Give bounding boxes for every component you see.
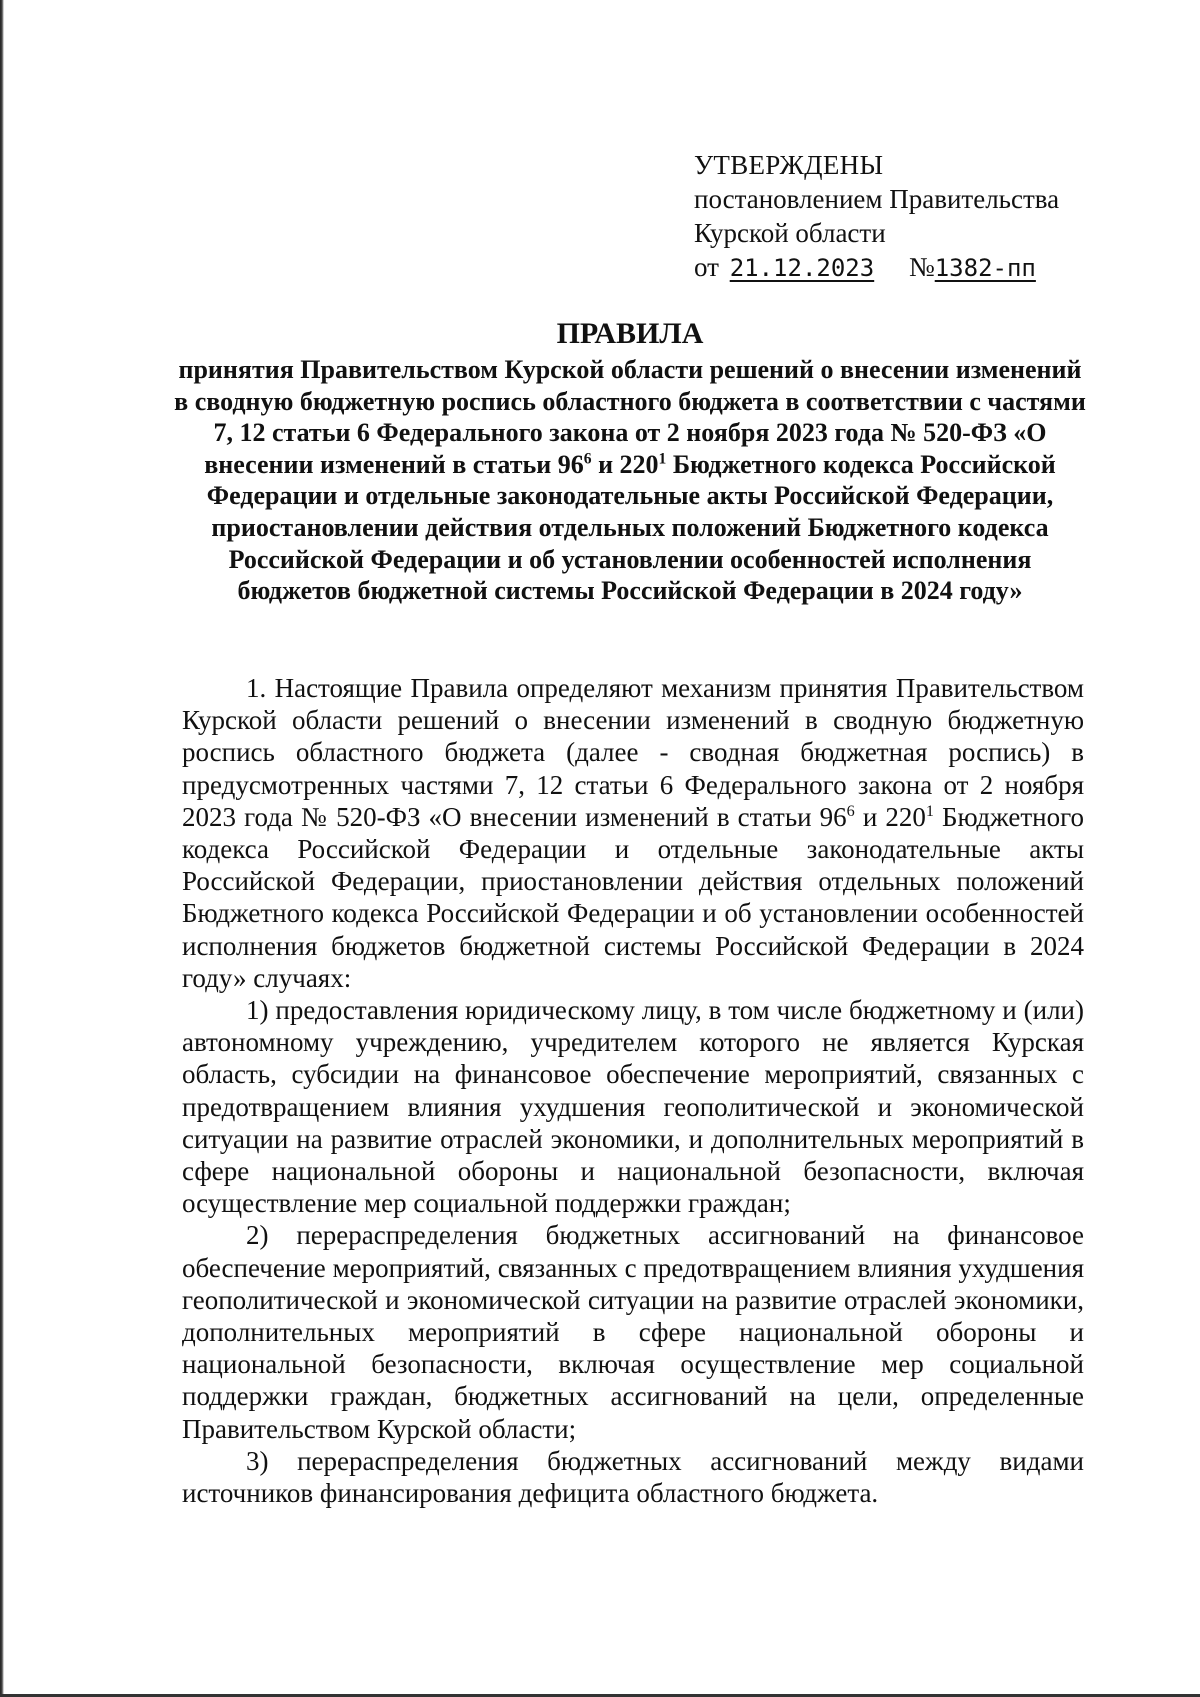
list-item-3: 3) перераспределения бюджетных ассигнований между видами источников финансирования дефицита областного бюджета. xyxy=(182,1445,1084,1509)
approval-stamp xyxy=(694,148,1114,285)
title-subtitle xyxy=(170,354,1090,607)
paragraph-1-part-a: 1. Настоящие Правила определяют механизм принятия Правительством Курской области решений о внесении изменений в сводную бюджетную роспись областного бюджета (далее - сводная бюджетная роспись) в предусмотренных частями 7, 12 статьи 6 Федерального закона от 2 ноября 2023 года № 520-ФЗ «О внесении изменений в статьи 96 xyxy=(182,673,1084,832)
date-prefix: от xyxy=(694,252,719,282)
list-item-1: 1) предоставления юридическому лицу, в том числе бюджетному и (или) автономному учреждению, учредителем которого не является Курская область, субсидии на финансовое обеспечение мероприятий, связанных с предотвращением влияния ухудшения геополитической и экономической ситуации на развитие отраслей экономики, и дополнительных мероприятий в сфере национальной обороны и национальной безопасности, включая осуществление мер социальной поддержки граждан; xyxy=(182,995,1084,1219)
document-title xyxy=(170,316,1090,607)
list-item-2: 2) перераспределения бюджетных ассигнований на финансовое обеспечение мероприятий, связанных с предотвращением влияния ухудшения геополитической и экономической ситуации на развитие отраслей экономики, дополнительных мероприятий в сфере национальной обороны и национальной безопасности, включая осуществление мер социальной поддержки граждан, бюджетных ассигнований на цели, определенные Правительством Курской области; xyxy=(182,1220,1084,1444)
number-label: № xyxy=(908,252,935,282)
approval-date-line xyxy=(694,250,1114,285)
subtitle-sup-b: 1 xyxy=(658,450,667,468)
paragraph-1 xyxy=(182,672,1084,994)
subtitle-part-b: и 220 xyxy=(591,449,659,479)
document-body xyxy=(182,672,1084,1509)
scan-edge-left xyxy=(0,0,4,1697)
number-value: 1382-пп xyxy=(934,254,1036,282)
subtitle-part-a: принятия Правительством Курской области решений о внесении изменений в сводную бюджетную роспись областного бюджета в соответствии с частями 7, 12 статьи 6 Федерального закона от 2 ноября 2023 года № 520-ФЗ «О внесении изменений в статьи 96 xyxy=(174,355,1086,479)
paragraph-1-part-c: Бюджетного кодекса Российской Федерации и отдельные законодательные акты Российской Федерации, приостановлении действия отдельных положений Бюджетного кодекса Российской Федерации и об установлении особенностей исполнения бюджетов бюджетной системы Российской Федерации в 2024 году» случаях: xyxy=(182,801,1084,993)
paragraph-1-sup-1: 6 xyxy=(846,801,855,820)
subtitle-sup-a: 6 xyxy=(583,450,592,468)
approval-line-1: постановлением Правительства xyxy=(694,184,1060,214)
date-value: 21.12.2023 xyxy=(729,254,875,282)
title-main: ПРАВИЛА xyxy=(556,317,704,350)
paragraph-1-sup-2: 1 xyxy=(925,801,934,820)
approval-line-2: Курской области xyxy=(694,218,886,248)
paragraph-1-part-b: и 220 xyxy=(854,801,926,832)
subtitle-part-c: Бюджетного кодекса Российской Федерации и отдельные законодательные акты Российской Федерации, приостановлении действия отдельных положений Бюджетного кодекса Российской Федерации и об установлении особенностей исполнения бюджетов бюджетной системы Российской Федерации в 2024 году» xyxy=(206,449,1056,606)
approval-heading: УТВЕРЖДЕНЫ xyxy=(694,150,884,180)
